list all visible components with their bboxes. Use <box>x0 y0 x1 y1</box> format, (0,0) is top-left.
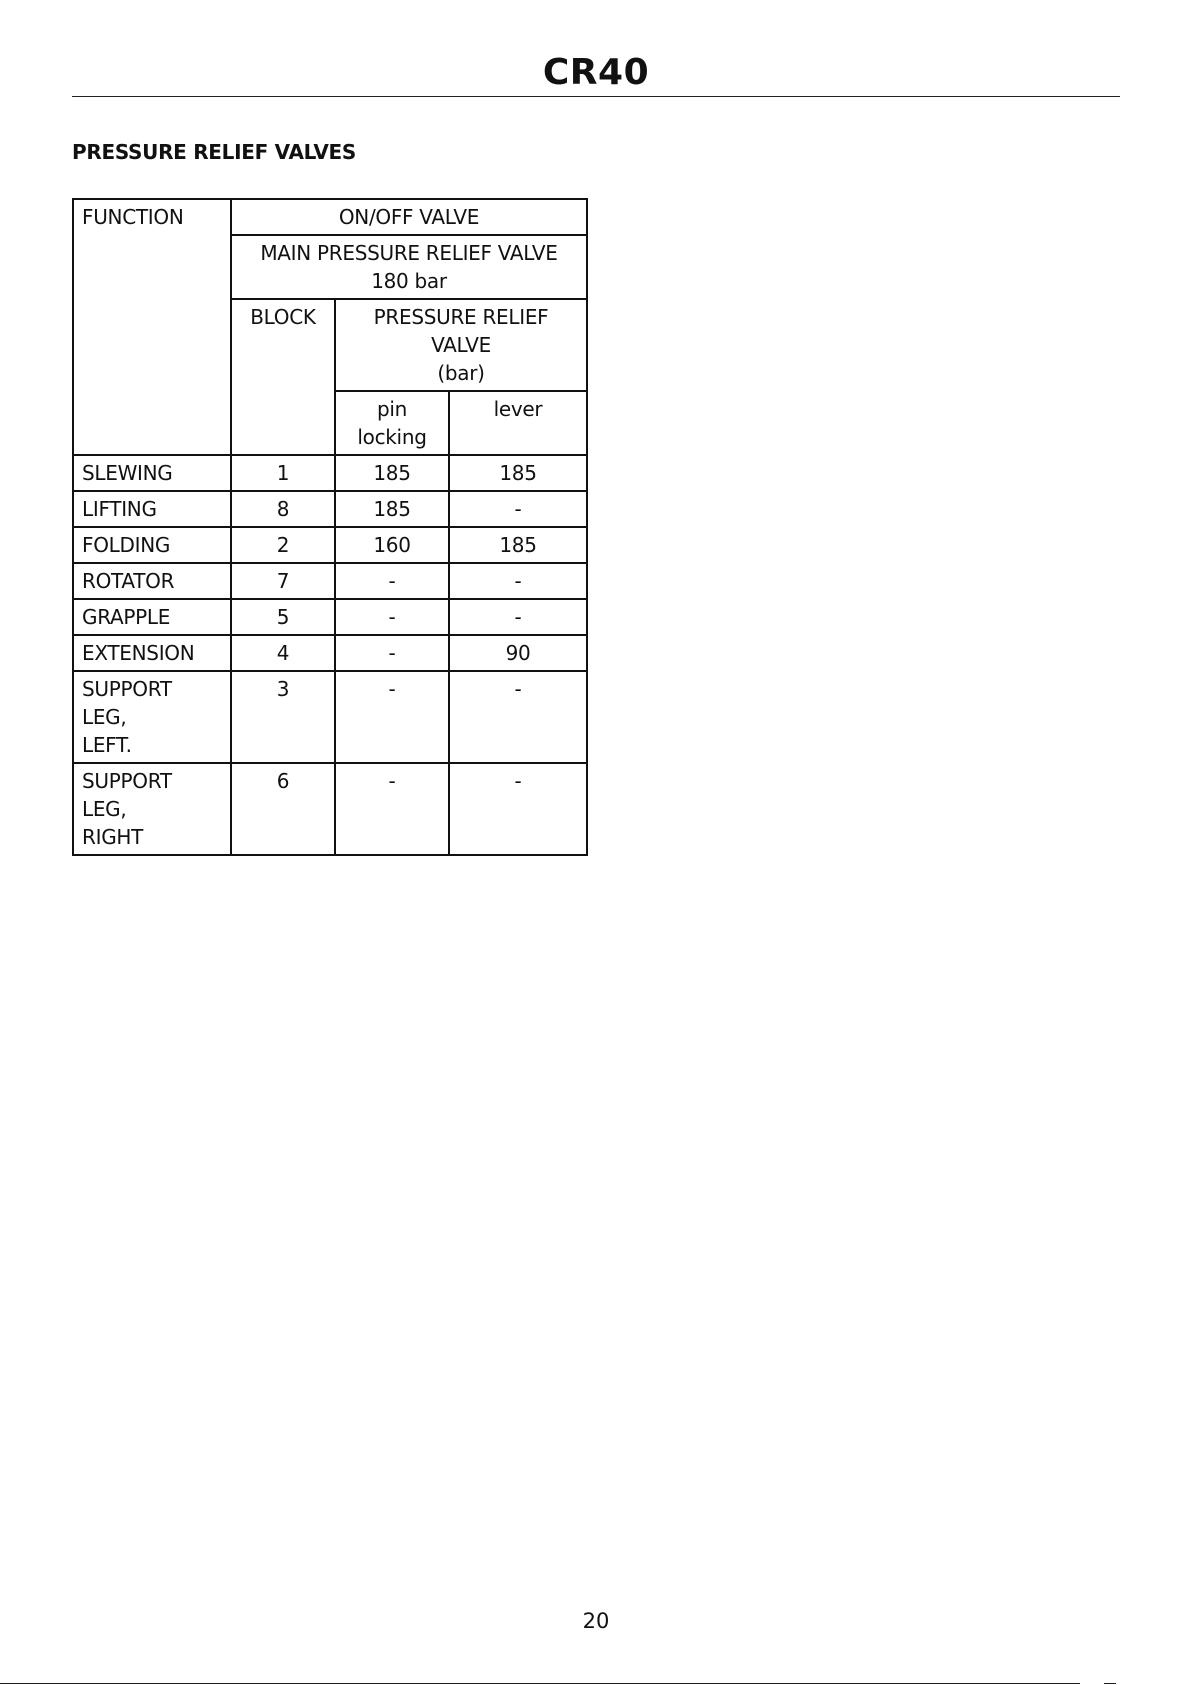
cell-pin-locking: 160 <box>335 527 449 563</box>
header-main-pressure-relief-valve <box>231 235 587 299</box>
locking-label: locking <box>357 425 427 449</box>
cell-pin-locking: 185 <box>335 455 449 491</box>
function-line: SUPPORT LEG, <box>82 677 172 729</box>
header-pressure-relief-valve <box>335 299 587 391</box>
cell-lever: - <box>449 599 587 635</box>
cell-pin-locking: - <box>335 635 449 671</box>
table-row <box>73 763 587 855</box>
cell-lever: 90 <box>449 635 587 671</box>
pressure-relief-valves-table <box>72 198 588 856</box>
footer-divider-tick <box>1104 1683 1116 1684</box>
cell-block: 8 <box>231 491 335 527</box>
header-function: FUNCTION <box>73 199 231 455</box>
main-pressure-value: 180 bar <box>371 269 447 293</box>
cell-pin-locking: - <box>335 563 449 599</box>
cell-lever: - <box>449 763 587 855</box>
section-title: PRESSURE RELIEF VALVES <box>72 140 356 164</box>
table-row <box>73 491 587 527</box>
cell-lever: - <box>449 491 587 527</box>
cell-function: ROTATOR <box>73 563 231 599</box>
header-on-off-valve: ON/OFF VALVE <box>231 199 587 235</box>
cell-function: GRAPPLE <box>73 599 231 635</box>
pressure-relief-valve-label: PRESSURE RELIEF VALVE <box>373 305 549 357</box>
header-block: BLOCK <box>231 299 335 455</box>
table-row <box>73 527 587 563</box>
table-row <box>73 671 587 763</box>
cell-block: 3 <box>231 671 335 763</box>
cell-function: EXTENSION <box>73 635 231 671</box>
cell-pin-locking: - <box>335 671 449 763</box>
cell-lever: 185 <box>449 527 587 563</box>
cell-block: 6 <box>231 763 335 855</box>
cell-function: FOLDING <box>73 527 231 563</box>
cell-block: 5 <box>231 599 335 635</box>
cell-lever: - <box>449 671 587 763</box>
cell-block: 7 <box>231 563 335 599</box>
function-line: RIGHT <box>82 825 144 849</box>
cell-pin-locking: 185 <box>335 491 449 527</box>
cell-block: 1 <box>231 455 335 491</box>
cell-pin-locking: - <box>335 599 449 635</box>
table-row <box>73 563 587 599</box>
cell-lever: - <box>449 563 587 599</box>
cell-block: 4 <box>231 635 335 671</box>
header-pin-locking <box>335 391 449 455</box>
table-row <box>73 635 587 671</box>
function-line: LEFT. <box>82 733 132 757</box>
document-header <box>72 48 1120 97</box>
header-lever: lever <box>449 391 587 455</box>
cell-function <box>73 671 231 763</box>
document-title: CR40 <box>542 52 650 93</box>
cell-function: SLEWING <box>73 455 231 491</box>
table-header-row <box>73 199 587 235</box>
page-number: 20 <box>582 1609 610 1633</box>
cell-function <box>73 763 231 855</box>
footer-divider <box>0 1683 1080 1684</box>
cell-pin-locking: - <box>335 763 449 855</box>
pin-label: pin <box>376 397 408 421</box>
table-row <box>73 455 587 491</box>
table-row <box>73 599 587 635</box>
main-pressure-relief-valve-label: MAIN PRESSURE RELIEF VALVE <box>260 241 558 265</box>
cell-function: LIFTING <box>73 491 231 527</box>
function-line: SUPPORT LEG, <box>82 769 172 821</box>
pressure-unit: (bar) <box>437 361 485 385</box>
cell-block: 2 <box>231 527 335 563</box>
cell-lever: 185 <box>449 455 587 491</box>
